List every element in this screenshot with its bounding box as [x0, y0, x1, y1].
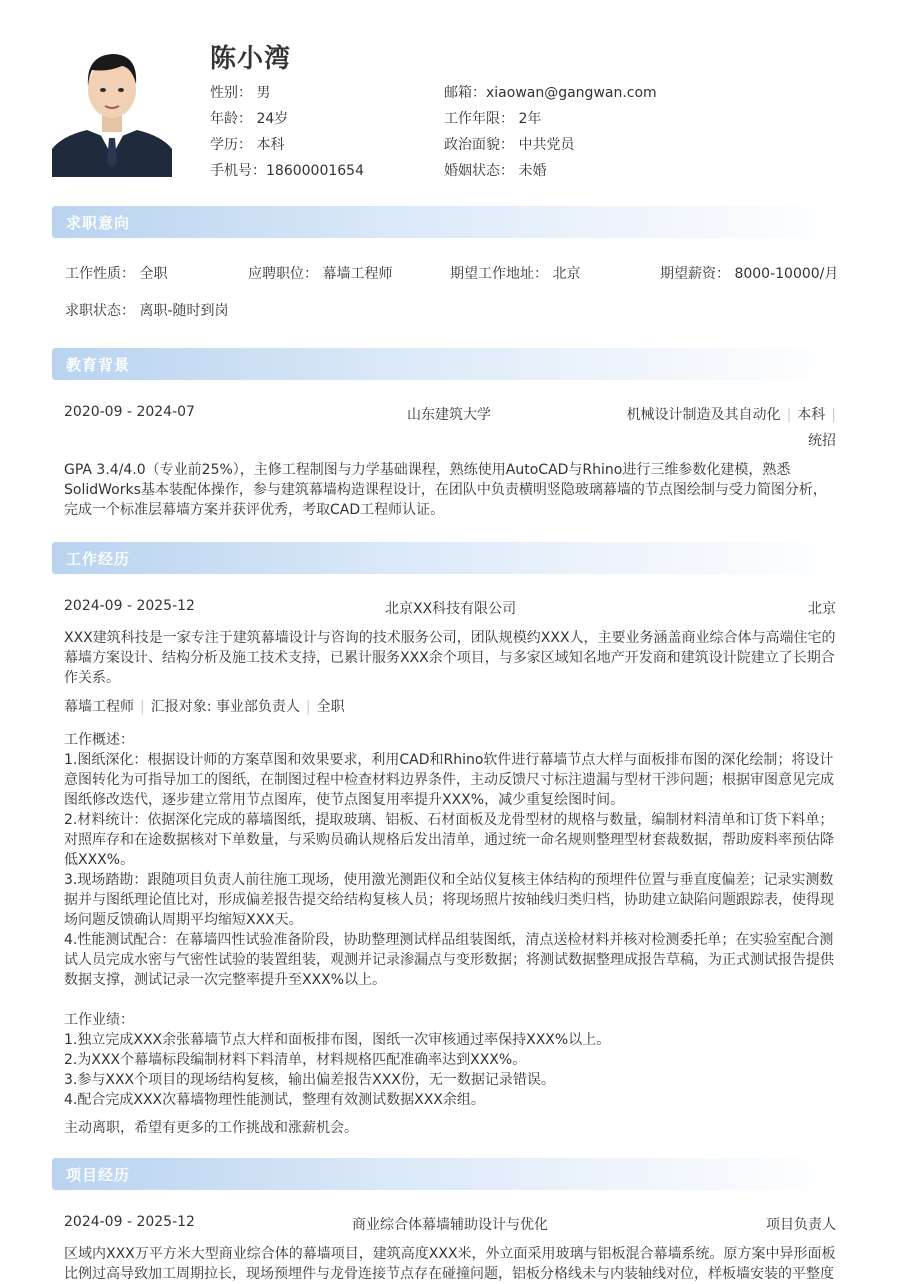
job-location: 期望工作地址： 北京	[450, 266, 581, 282]
work-report: 汇报对象: 事业部负责人	[150, 699, 300, 715]
education-desc-line: SolidWorks基本装配体操作，参与建筑幕墙构造课程设计，在团队中负责横明竖隐玻璃幕墙的节点图绘制与受力简图分析，	[64, 482, 827, 498]
work-leave-reason: 主动离职，希望有更多的工作挑战和涨薪机会。	[64, 1120, 358, 1136]
job-status: 求职状态： 离职-随时到岗	[65, 303, 229, 319]
profile-photo	[52, 44, 172, 177]
section-header-work	[52, 542, 836, 574]
work-intro-line: 作关系。	[64, 670, 120, 686]
education-description	[64, 460, 836, 520]
education-major: 机械设计制造及其自动化	[626, 407, 781, 423]
work-overview	[64, 730, 836, 990]
work-overview-line: 试人员完成水密与气密性试验的装置组装，观测并记录渗漏点与变形数据；将测试数据整理成报告草稿，为正式测试报告提供	[64, 952, 834, 968]
work-intro-line: XXX建筑科技是一家专注于建筑幕墙设计与咨询的技术服务公司，团队规模约XXX人，主要业务涵盖商业综合体与高端住宅的	[64, 630, 836, 646]
job-type: 工作性质： 全职	[65, 266, 168, 282]
work-role-line: 幕墙工程师 | 汇报对象: 事业部负责人 | 全职	[64, 699, 345, 715]
section-header-intention	[52, 206, 836, 238]
work-achievement-line: 1.独立完成XXX余张幕墙节点大样和面板排布图，图纸一次审核通过率保持XXX%以上。	[64, 1032, 611, 1048]
gender-field: 性别： 男	[210, 85, 271, 101]
education-level-field: 学历： 本科	[210, 137, 285, 153]
education-date: 2020-09 - 2024-07	[64, 404, 195, 420]
project-desc-line: 比例过高导致加工周期拉长，现场预埋件与龙骨连接节点存在碰撞问题，铝板分格线未与内装轴线对位，样板墙安装的平整度	[64, 1266, 834, 1282]
section-title: 求职意向	[66, 214, 131, 232]
work-achievement-label: 工作业绩：	[64, 1012, 134, 1028]
education-major-degree: 机械设计制造及其自动化 | 本科 |	[626, 407, 836, 423]
project-description	[64, 1244, 836, 1284]
work-date: 2024-09 - 2025-12	[64, 598, 195, 614]
section-title: 教育背景	[66, 356, 131, 374]
project-desc-line: 区域内XXX万平方米大型商业综合体的幕墙项目，建筑高度XXX米，外立面采用玻璃与铝板混合幕墙系统。原方案中异形面板	[64, 1246, 836, 1262]
section-title: 项目经历	[66, 1166, 131, 1184]
phone-field: 手机号：18600001654	[210, 163, 364, 179]
candidate-name: 陈小湾	[210, 44, 292, 74]
work-overview-line: 4.性能测试配合：在幕墙四性试验准备阶段，协助整理测试样品组装图纸，清点送检材料并核对检测委托单；在实验室配合测	[64, 932, 834, 948]
info-right-column	[444, 80, 657, 184]
political-status-field: 政治面貌： 中共党员	[444, 137, 575, 153]
education-desc-line: GPA 3.4/4.0（专业前25%），主修工程制图与力学基础课程，熟练使用AutoCAD与Rhino进行三维参数化建模，熟悉	[64, 462, 791, 478]
project-date: 2024-09 - 2025-12	[64, 1214, 195, 1230]
education-desc-line: 完成一个标准层幕墙方案并获评优秀，考取CAD工程师认证。	[64, 502, 445, 518]
work-city: 北京	[808, 601, 836, 617]
age-field: 年龄： 24岁	[210, 111, 289, 127]
work-years-field: 工作年限： 2年	[444, 111, 542, 127]
info-left-column	[210, 80, 364, 184]
work-company-intro	[64, 628, 836, 688]
work-overview-line: 对照库存和在途数据核对下单数量，与采购员确认规格后发出清单，通过统一命名规则整理型材套裁数据，帮助废料率预估降	[64, 832, 834, 848]
work-overview-line: 1.图纸深化：根据设计师的方案草图和效果要求，利用CAD和Rhino软件进行幕墙节点大样与面板排布图的深化绘制；将设计	[64, 752, 834, 768]
work-overview-line: 据并与图纸理论值比对，形成偏差报告提交给结构复核人员；将现场照片按轴线归类归档，协助建立缺陷问题跟踪表，使得现	[64, 892, 834, 908]
section-header-education	[52, 348, 836, 380]
work-overview-line: 场问题反馈确认周期平均缩短XXX天。	[64, 912, 303, 928]
work-achievement-line: 4.配合完成XXX次幕墙物理性能测试，整理有效测试数据XXX余组。	[64, 1092, 485, 1108]
section-title: 工作经历	[66, 550, 131, 568]
work-overview-line: 低XXX%。	[64, 852, 135, 868]
education-degree: 本科	[797, 407, 826, 423]
section-header-project	[52, 1158, 836, 1190]
marital-status-field: 婚姻状态： 未婚	[444, 163, 547, 179]
work-overview-line: 2.材料统计：依据深化完成的幕墙图纸，提取玻璃、铝板、石材面板及龙骨型材的规格与数量，编制材料清单和订货下料单；	[64, 812, 834, 828]
work-achievements	[64, 1010, 836, 1110]
work-company: 北京XX科技有限公司	[385, 601, 517, 617]
work-overview-line: 数据支撑，测试记录一次完整率提升至XXX%以上。	[64, 972, 387, 988]
work-achievement-line: 2.为XXX个幕墙标段编制材料下料清单，材料规格匹配准确率达到XXX%。	[64, 1052, 527, 1068]
education-mode: 统招	[808, 433, 836, 449]
work-achievement-line: 3.参与XXX个项目的现场结构复核，输出偏差报告XXX份，无一数据记录错误。	[64, 1072, 555, 1088]
education-school: 山东建筑大学	[407, 407, 491, 423]
project-role: 项目负责人	[766, 1217, 836, 1233]
work-overview-line: 图纸修改迭代，逐步建立常用节点图库，使节点图复用率提升XXX%，减少重复绘图时间。	[64, 792, 625, 808]
work-overview-line: 3.现场踏勘：跟随项目负责人前往施工现场，使用激光测距仪和全站仪复核主体结构的预埋件位置与垂直度偏差；记录实测数	[64, 872, 834, 888]
work-overview-line: 意图转化为可指导加工的图纸，在制图过程中检查材料边界条件，主动反馈尺寸标注遗漏与型材干涉问题；根据审图意见完成	[64, 772, 834, 788]
work-intro-line: 幕墙方案设计、结构分析及施工技术支持，已累计服务XXX余个项目，与多家区域知名地产开发商和建筑设计院建立了长期合	[64, 650, 835, 666]
job-position: 应聘职位： 幕墙工程师	[248, 266, 393, 282]
work-overview-label: 工作概述：	[64, 732, 134, 748]
email-field: 邮箱：xiaowan@gangwan.com	[444, 85, 657, 101]
job-salary: 期望薪资： 8000-10000/月	[660, 266, 839, 282]
work-title: 幕墙工程师	[64, 699, 134, 715]
work-job-type: 全职	[316, 699, 345, 715]
project-name: 商业综合体幕墙辅助设计与优化	[352, 1217, 548, 1233]
